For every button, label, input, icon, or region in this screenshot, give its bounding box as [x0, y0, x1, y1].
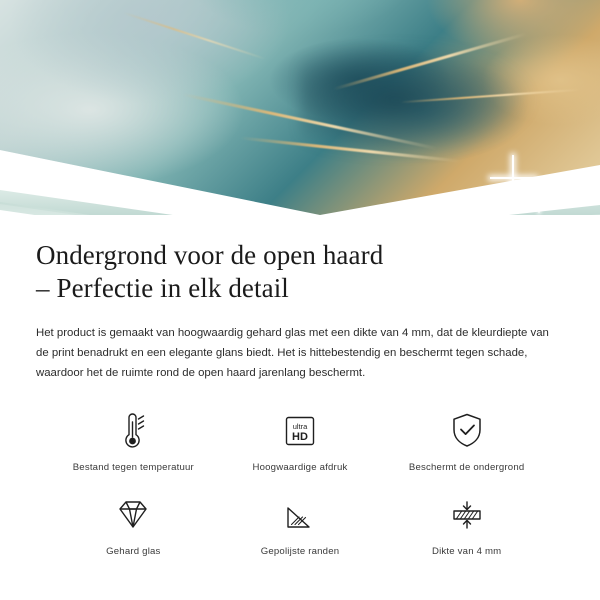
feature-item	[383, 409, 550, 473]
page-title-line-1: Ondergrond voor de open haard	[36, 240, 384, 270]
feature-item	[50, 493, 217, 557]
svg-text:HD: HD	[292, 431, 308, 443]
hero-image	[0, 0, 600, 215]
sparkle-icon	[525, 185, 553, 213]
feature-label: Hoogwaardige afdruk	[252, 462, 348, 473]
page-title	[36, 239, 564, 305]
feature-label: Gepolijste randen	[260, 546, 340, 557]
feature-item	[50, 409, 217, 473]
shield-check-icon	[446, 409, 488, 453]
feature-item	[383, 493, 550, 557]
diamond-icon	[111, 493, 155, 537]
thickness-4mm-icon	[445, 493, 489, 537]
feature-item	[217, 493, 384, 557]
ultra-hd-icon	[278, 409, 322, 453]
feature-label: Bestand tegen temperatuur	[72, 462, 194, 473]
product-description: Het product is gemaakt van hoogwaardig gehard glas met een dikte van 4 mm, dat de kleurdiepte van de print benadrukt en een elegante glans biedt. Het is hittebestendig en beschermt tegen schade, waardoor het de ruimte rond de open haard jarenlang beschermt.	[36, 327, 549, 379]
page-title-line-2: – Perfectie in elk detail	[36, 273, 289, 303]
feature-grid	[36, 409, 564, 557]
polished-edges-icon	[279, 493, 321, 537]
feature-label: Dikte van 4 mm	[431, 546, 502, 557]
thermometer-icon	[112, 409, 154, 453]
content-block	[0, 215, 600, 557]
svg-text:ultra: ultra	[292, 422, 308, 431]
feature-label: Beschermt de ondergrond	[408, 462, 525, 473]
feature-item	[217, 409, 384, 473]
feature-label: Gehard glas	[106, 546, 161, 557]
